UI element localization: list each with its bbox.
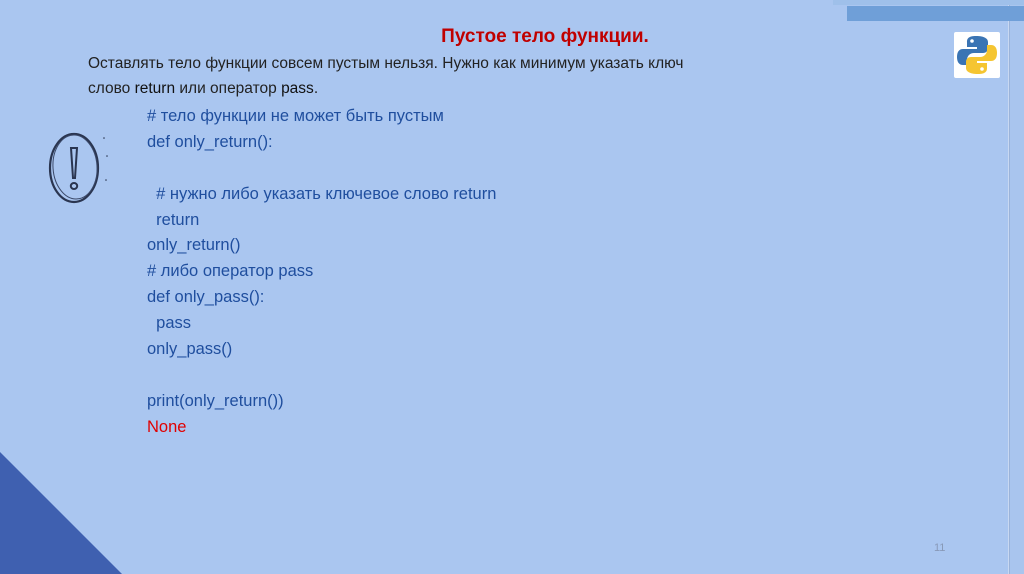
code-block xyxy=(147,104,496,441)
python-logo-icon xyxy=(954,32,1000,78)
code-line: def only_pass(): xyxy=(147,288,265,307)
code-line: only_pass() xyxy=(147,340,233,359)
code-line xyxy=(147,363,496,389)
warning-exclamation-icon xyxy=(44,126,110,210)
code-line: return xyxy=(147,210,200,229)
intro-text-suffix: . xyxy=(313,80,319,97)
page-number: 11 xyxy=(934,542,946,554)
code-line: print(only_return()) xyxy=(147,391,284,410)
code-line: pass xyxy=(147,314,192,333)
intro-text-middle: или оператор xyxy=(175,80,282,97)
intro-text-prefix: слово xyxy=(88,80,135,97)
code-line: # либо оператор pass xyxy=(147,262,314,281)
code-output-line: None xyxy=(147,417,187,436)
top-accent-bar-light xyxy=(833,0,1024,5)
slide-title: Пустое тело функции. xyxy=(441,26,649,47)
top-accent-bar xyxy=(847,6,1024,21)
intro-keyword-pass: pass xyxy=(281,80,314,97)
code-line: # тело функции не может быть пустым xyxy=(147,107,444,125)
code-line: # нужно либо указать ключевое слово return xyxy=(147,184,497,203)
code-line xyxy=(147,156,496,182)
code-line: def only_return(): xyxy=(147,132,273,151)
intro-text-line1: Оставлять тело функции совсем пустым нельзя. Нужно как минимум указать ключ xyxy=(88,55,684,72)
intro-paragraph xyxy=(88,51,956,101)
intro-keyword-return: return xyxy=(134,80,176,97)
code-line: only_return() xyxy=(147,236,241,255)
corner-triangle-decoration xyxy=(0,452,122,574)
